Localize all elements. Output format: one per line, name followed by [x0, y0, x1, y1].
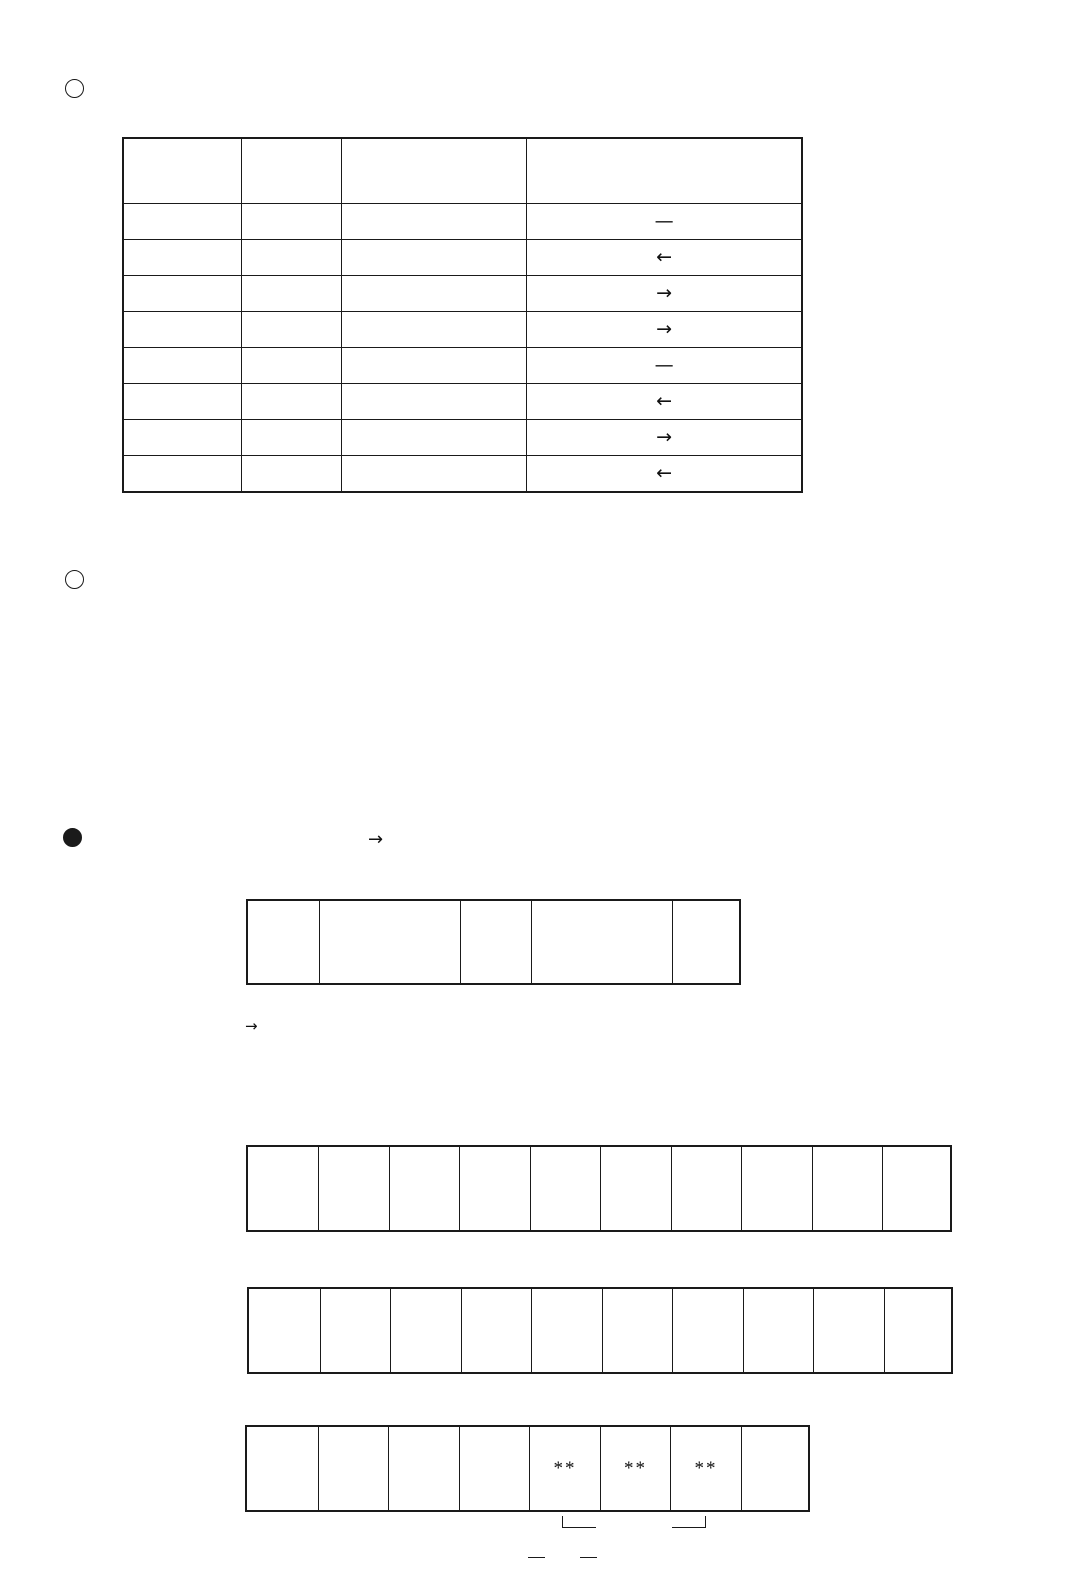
- left-bracket-mark: [562, 1516, 596, 1528]
- table-row: [123, 348, 802, 384]
- direction-symbol: ←: [527, 456, 802, 493]
- box-cell: [318, 1427, 388, 1510]
- box-cell: [390, 1289, 461, 1372]
- box-cell-marked: **: [600, 1427, 670, 1510]
- box-cell: [812, 1147, 882, 1230]
- box-cell: [602, 1289, 672, 1372]
- box-cell: [741, 1147, 812, 1230]
- box-cell-marked: **: [670, 1427, 741, 1510]
- box-cell: [320, 1289, 390, 1372]
- box-cell: [530, 1147, 600, 1230]
- box-cell: [461, 1289, 531, 1372]
- box-cell: [388, 1427, 459, 1510]
- box-cell: [389, 1147, 459, 1230]
- box-cell: [813, 1289, 884, 1372]
- short-dash-mark: [528, 1557, 545, 1558]
- header-cell: [527, 138, 802, 204]
- table-row: [123, 312, 802, 348]
- box-row-3: [247, 1287, 953, 1374]
- direction-symbol: ←: [527, 384, 802, 420]
- box-cell: [531, 1289, 602, 1372]
- box-cell: [247, 1427, 318, 1510]
- box-cell: [531, 901, 601, 983]
- direction-symbol: →: [527, 312, 802, 348]
- direction-table: [122, 137, 803, 493]
- box-cell: [248, 1147, 318, 1230]
- table-row: [123, 420, 802, 456]
- box-cell: [389, 901, 460, 983]
- box-cell: [460, 901, 531, 983]
- box-cell: [459, 1147, 530, 1230]
- box-cell: [671, 1147, 741, 1230]
- box-cell: [249, 1289, 320, 1372]
- box-cell: [318, 1147, 389, 1230]
- box-cell: [600, 1147, 671, 1230]
- box-cell: [743, 1289, 813, 1372]
- box-cell: [884, 1289, 951, 1372]
- header-cell: [242, 138, 342, 204]
- direction-symbol: ←: [527, 240, 802, 276]
- header-cell: [123, 138, 242, 204]
- box-cell-marked: **: [529, 1427, 600, 1510]
- header-cell: [341, 138, 526, 204]
- box-cell: [672, 901, 739, 983]
- table-row: [123, 276, 802, 312]
- direction-symbol: →: [527, 276, 802, 312]
- table-header-row: [123, 138, 802, 204]
- table-row: [123, 456, 802, 493]
- direction-symbol: —: [527, 348, 802, 384]
- box-row-4: [245, 1425, 810, 1512]
- right-bracket-mark: [672, 1516, 706, 1528]
- section-marker-open-1-icon: [65, 79, 84, 98]
- heading-arrow-icon: →: [368, 829, 384, 850]
- table-row: [123, 240, 802, 276]
- box-cell: [319, 901, 389, 983]
- box-row-2: [246, 1145, 952, 1232]
- short-dash-mark: [580, 1557, 597, 1558]
- box-cell: [882, 1147, 950, 1230]
- box-cell: [741, 1427, 808, 1510]
- section-marker-filled-icon: [63, 828, 82, 847]
- direction-symbol: →: [527, 420, 802, 456]
- table-row: [123, 204, 802, 240]
- note-arrow-icon: →: [245, 1017, 258, 1035]
- direction-symbol: —: [527, 204, 802, 240]
- box-cell: [601, 901, 672, 983]
- section-marker-open-2-icon: [65, 570, 84, 589]
- box-cell: [459, 1427, 529, 1510]
- box-row-1: [246, 899, 741, 985]
- box-cell: [672, 1289, 743, 1372]
- box-cell: [248, 901, 319, 983]
- table-row: [123, 384, 802, 420]
